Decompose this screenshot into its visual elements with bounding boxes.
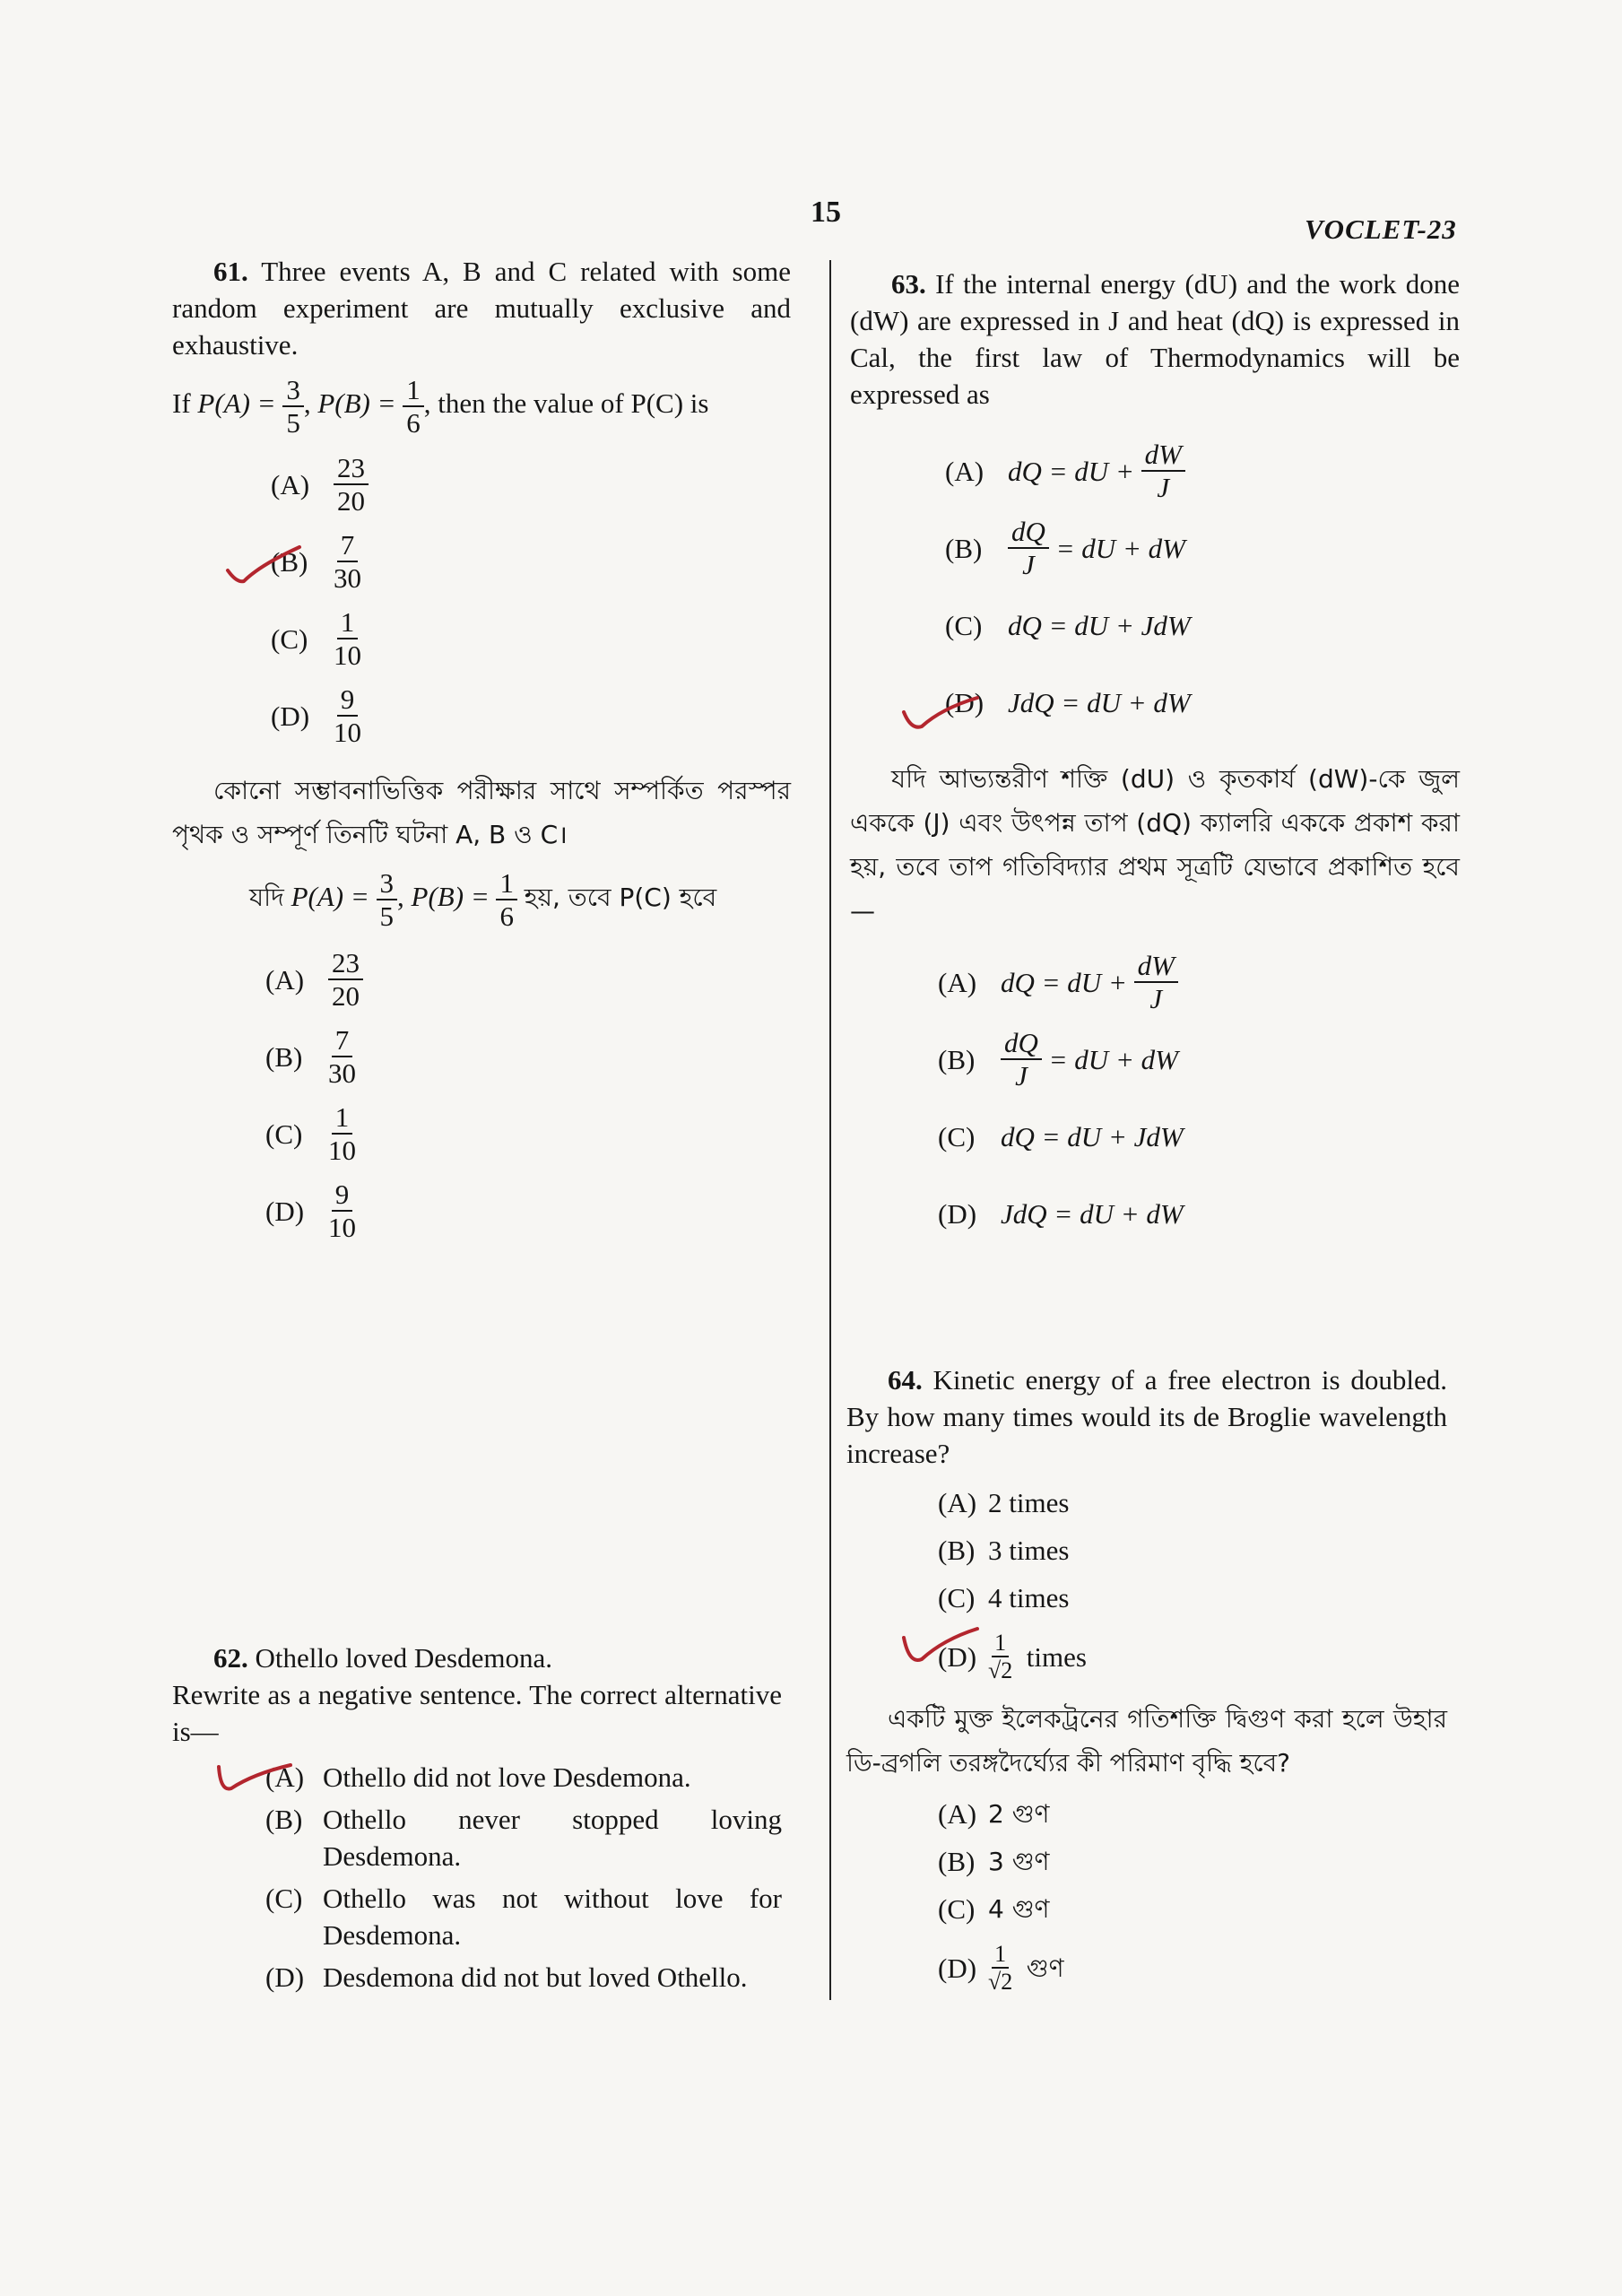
option-d[interactable] <box>265 1959 782 1996</box>
denominator: J <box>1015 1060 1028 1091</box>
numerator: dW <box>1134 952 1178 983</box>
option-a[interactable] <box>265 941 791 1018</box>
option-label: (D) <box>938 1197 977 1230</box>
question-61-options-bengali <box>265 941 791 1249</box>
equation-lhs: dQ = dU + <box>1001 966 1127 998</box>
fraction <box>334 685 361 746</box>
option-b[interactable] <box>938 1526 1447 1574</box>
question-61-options <box>271 446 791 754</box>
numerator: 1 <box>403 376 424 407</box>
option-b[interactable] <box>938 1021 1460 1098</box>
prob-b-label: P(B) = <box>411 881 490 913</box>
question-number: 64. <box>888 1364 923 1396</box>
question-64-options <box>938 1479 1447 1692</box>
prob-b-label: P(B) = <box>317 387 396 420</box>
numerator: 1 <box>337 608 359 639</box>
question-63-text-bengali: যদি আভ্যন্তরীণ শক্তি (dU) ও কৃতকার্য (dW)-কে জুল এককে (J) এবং উৎপন্ন তাপ (dQ) ক্যালরি এককে প্রকাশ করা হয়, তবে তাপ গতিবিদ্যার প্রথম সূত্রটি যেভাবে প্রকাশিত হবে— <box>850 764 1460 926</box>
option-label: (A) <box>938 1487 977 1518</box>
question-62-instruction: Rewrite as a negative sentence. The correct alternative is— <box>172 1679 782 1747</box>
option-b[interactable] <box>265 1018 791 1095</box>
fraction <box>1134 952 1178 1013</box>
option-label: (D) <box>271 700 310 732</box>
option-label: (A) <box>265 1761 305 1793</box>
option-text: Othello never stopped loving Desdemona. <box>323 1804 782 1872</box>
option-label: (C) <box>938 1120 976 1152</box>
question-64 <box>846 1361 1447 2003</box>
given-suffix-bengali: হয়, তবে P(C) হবে <box>524 883 717 913</box>
fraction <box>377 869 398 930</box>
option-label: (D) <box>945 686 984 718</box>
option-label: (D) <box>938 1952 977 1984</box>
option-label: (D) <box>265 1961 305 1993</box>
question-62-stem <box>172 1639 782 1676</box>
option-d[interactable] <box>938 1175 1460 1252</box>
given-suffix: , then the value of P(C) is <box>423 387 709 420</box>
option-a[interactable] <box>271 446 791 523</box>
equation: dQ = dU + JdW <box>1008 609 1191 641</box>
fraction <box>334 454 369 515</box>
question-62 <box>172 1639 782 1996</box>
denominator: 5 <box>379 900 395 932</box>
denominator: 20 <box>337 485 365 517</box>
option-label: (C) <box>938 1893 976 1925</box>
option-c[interactable] <box>938 1885 1447 1933</box>
option-a[interactable] <box>938 944 1460 1021</box>
fraction <box>328 1026 356 1087</box>
denominator: J <box>1022 549 1035 580</box>
option-label: (D) <box>938 1640 977 1673</box>
option-text: গুণ <box>1026 1952 1064 1983</box>
denominator: 20 <box>332 980 360 1012</box>
option-a[interactable] <box>265 1759 782 1796</box>
denominator: 6 <box>406 407 421 439</box>
option-text: times <box>1026 1640 1087 1673</box>
option-a[interactable] <box>945 432 1460 509</box>
question-61-text <box>172 253 791 363</box>
question-61 <box>172 253 791 1249</box>
option-b[interactable] <box>271 523 791 600</box>
given-prefix: If <box>172 387 191 420</box>
numerator: 9 <box>332 1180 353 1212</box>
numerator: dQ <box>1001 1029 1042 1060</box>
option-label: (A) <box>938 1798 977 1830</box>
question-text: Three events A, B and C related with some random experiment are mutually exclusive and exhaustive. <box>172 256 791 361</box>
denominator: 10 <box>334 717 361 748</box>
prob-a-label: P(A) = <box>197 387 276 420</box>
option-label: (C) <box>265 1883 303 1914</box>
fraction <box>1001 1029 1042 1090</box>
prob-a-label: P(A) = <box>291 881 369 913</box>
denominator: J <box>1157 472 1170 503</box>
option-text: 4 times <box>988 1582 1070 1613</box>
option-a[interactable] <box>938 1479 1447 1526</box>
question-number: 62. <box>213 1642 248 1674</box>
option-label: (B) <box>271 545 308 578</box>
numerator: 23 <box>328 949 363 980</box>
option-label: (A) <box>938 966 977 998</box>
denominator: 30 <box>334 562 361 594</box>
question-61-given-bengali: যদি P(A) = $\frac{3}{5}$ , P(B) = $\frac{1}{6}$ হয়, তবে P(C) হবে <box>249 867 717 932</box>
fraction <box>403 376 424 437</box>
numerator: 1 <box>992 1943 1009 1969</box>
option-label: (A) <box>945 455 984 487</box>
option-text: 3 times <box>988 1535 1070 1566</box>
fraction <box>1008 517 1049 578</box>
option-text: 2 times <box>988 1487 1070 1518</box>
option-label: (A) <box>271 468 310 500</box>
option-label: (C) <box>271 622 308 655</box>
numerator: dW <box>1141 440 1185 472</box>
option-text: 3 গুণ <box>988 1847 1050 1876</box>
option-c[interactable] <box>938 1574 1447 1622</box>
fraction <box>334 608 361 669</box>
question-text: If the internal energy (dU) and the work done (dW) are expressed in J and heat (dQ) is expressed in Cal, the first law of Thermodynamics will be expressed as <box>850 268 1461 410</box>
numerator: 3 <box>377 869 398 900</box>
question-64-options-bengali <box>938 1790 1447 2003</box>
question-text: Kinetic energy of a free electron is doubled. By how many times would its de Broglie wavelength increase? <box>846 1364 1447 1469</box>
fraction <box>496 869 517 930</box>
numerator: 23 <box>334 454 369 485</box>
numerator: 3 <box>282 376 304 407</box>
option-text: Desdemona did not but loved Othello. <box>323 1961 748 1993</box>
option-d[interactable] <box>271 677 791 754</box>
question-61-given: If P(A) = $\frac{3}{5}$ , P(B) = $\frac{1}{6}$ , then the value of P(C) is <box>172 374 709 439</box>
numerator: 1 <box>332 1103 353 1135</box>
equation-lhs: dQ = dU + <box>1008 455 1134 487</box>
question-63-text <box>850 265 1460 413</box>
numerator: 7 <box>337 531 359 562</box>
fraction <box>334 531 361 592</box>
option-b[interactable] <box>265 1801 782 1874</box>
denominator: J <box>1149 983 1163 1014</box>
option-c[interactable] <box>271 600 791 677</box>
option-text: 4 গুণ <box>988 1894 1050 1924</box>
fraction <box>988 1940 1013 1995</box>
option-label: (B) <box>938 1535 976 1566</box>
fraction <box>988 1631 1012 1683</box>
fraction <box>1141 440 1185 501</box>
question-63 <box>850 265 1460 1252</box>
column-divider <box>829 260 831 2000</box>
option-d[interactable] <box>938 1622 1447 1692</box>
question-61-text-bengali: কোনো সম্ভাবনাভিত্তিক পরীক্ষার সাথে সম্পর্কিত পরস্পর পৃথক ও সম্পূর্ণ তিনটি ঘটনা A, B ও C। <box>172 776 791 849</box>
question-63-options-bengali <box>938 944 1460 1252</box>
option-text: Othello did not love Desdemona. <box>323 1761 691 1793</box>
numerator: 1 <box>496 869 517 900</box>
option-label: (B) <box>938 1043 976 1075</box>
fraction <box>328 1103 356 1164</box>
denominator: 10 <box>334 639 361 671</box>
fraction <box>328 949 363 1010</box>
page-number: 15 <box>811 196 841 229</box>
denominator: 30 <box>328 1057 356 1089</box>
option-b[interactable] <box>938 1838 1447 1885</box>
question-number: 61. <box>213 256 248 287</box>
option-text: 2 গুণ <box>988 1799 1050 1829</box>
option-label: (B) <box>265 1040 303 1073</box>
option-c[interactable] <box>938 1098 1460 1175</box>
equation: dQ = dU + JdW <box>1001 1120 1184 1152</box>
option-label: (B) <box>945 532 983 564</box>
equation-rhs: = dU + dW <box>1048 1043 1178 1075</box>
option-label: (C) <box>265 1118 303 1150</box>
denominator: √2 <box>988 1968 1013 1995</box>
option-label: (B) <box>265 1804 303 1835</box>
question-64-text <box>846 1361 1447 1472</box>
denominator: √2 <box>988 1657 1013 1683</box>
equation-rhs: = dU + dW <box>1055 532 1185 564</box>
numerator: dQ <box>1008 517 1049 549</box>
option-c[interactable] <box>265 1095 791 1172</box>
fraction <box>282 376 304 437</box>
question-number: 63. <box>891 268 926 300</box>
equation: JdQ = dU + dW <box>1008 686 1191 718</box>
numerator: 1 <box>992 1631 1009 1657</box>
given-prefix-bengali: যদি <box>249 883 284 913</box>
denominator: 5 <box>286 407 300 439</box>
option-d[interactable] <box>938 1933 1447 2003</box>
option-label: (C) <box>945 609 983 641</box>
option-d[interactable] <box>265 1172 791 1249</box>
question-63-options <box>945 432 1460 741</box>
denominator: 6 <box>499 900 514 932</box>
denominator: 10 <box>328 1212 356 1243</box>
option-label: (A) <box>265 963 305 996</box>
option-label: (D) <box>265 1195 305 1227</box>
option-b[interactable] <box>945 509 1460 587</box>
question-64-text-bengali: একটি মুক্ত ইলেকট্রনের গতিশক্তি দ্বিগুণ করা হলে উহার ডি-ব্রগলি তরঙ্গদৈর্ঘ্যের কী পরিমাণ বৃদ্ধি হবে? <box>846 1704 1447 1778</box>
option-c[interactable] <box>945 587 1460 664</box>
question-62-options <box>265 1759 782 1996</box>
numerator: 7 <box>332 1026 353 1057</box>
numerator: 9 <box>337 685 359 717</box>
question-stem: Othello loved Desdemona. <box>255 1642 552 1674</box>
option-label: (B) <box>938 1846 976 1877</box>
fraction <box>328 1180 356 1241</box>
denominator: 10 <box>328 1135 356 1166</box>
option-label: (C) <box>938 1582 976 1613</box>
option-text: Othello was not without love for Desdemona. <box>323 1883 782 1951</box>
option-c[interactable] <box>265 1880 782 1953</box>
option-a[interactable] <box>938 1790 1447 1838</box>
option-d[interactable] <box>945 664 1460 741</box>
left-column <box>172 253 791 1249</box>
document-code: VOCLET-23 <box>1305 213 1457 245</box>
equation: JdQ = dU + dW <box>1001 1197 1184 1230</box>
